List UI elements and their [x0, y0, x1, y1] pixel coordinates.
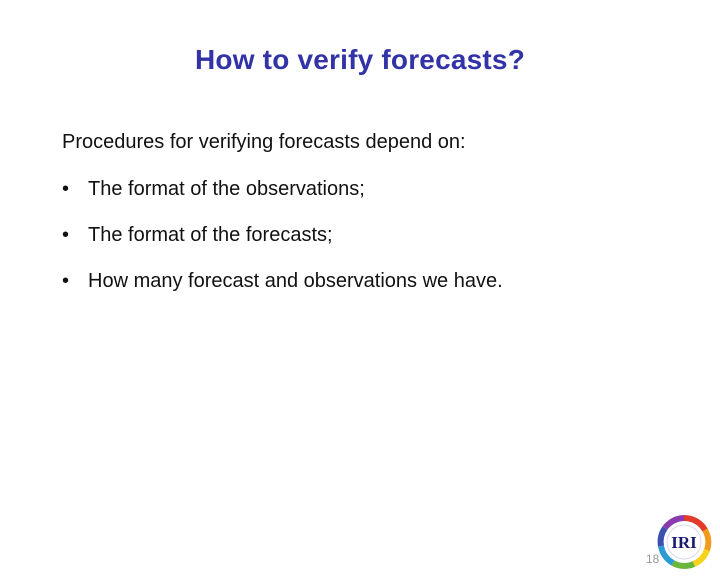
bullet-item — [62, 224, 503, 270]
bullet-text: The format of the observations; — [88, 178, 365, 200]
iri-logo-icon — [654, 512, 714, 572]
bullet-marker: • — [62, 224, 70, 246]
bullet-item — [62, 178, 503, 224]
slide-title: How to verify forecasts? — [195, 44, 525, 75]
bullet-list — [62, 178, 503, 316]
bullet-item — [62, 270, 503, 316]
bullet-text: How many forecast and observations we have. — [88, 270, 503, 292]
logo-text: IRI — [671, 533, 697, 552]
bullet-text: The format of the forecasts; — [88, 224, 333, 246]
page-number: 18 — [646, 552, 660, 566]
bullet-marker: • — [62, 178, 70, 200]
bullet-marker: • — [62, 270, 70, 292]
intro-text: Procedures for verifying forecasts depend on: — [62, 131, 466, 153]
